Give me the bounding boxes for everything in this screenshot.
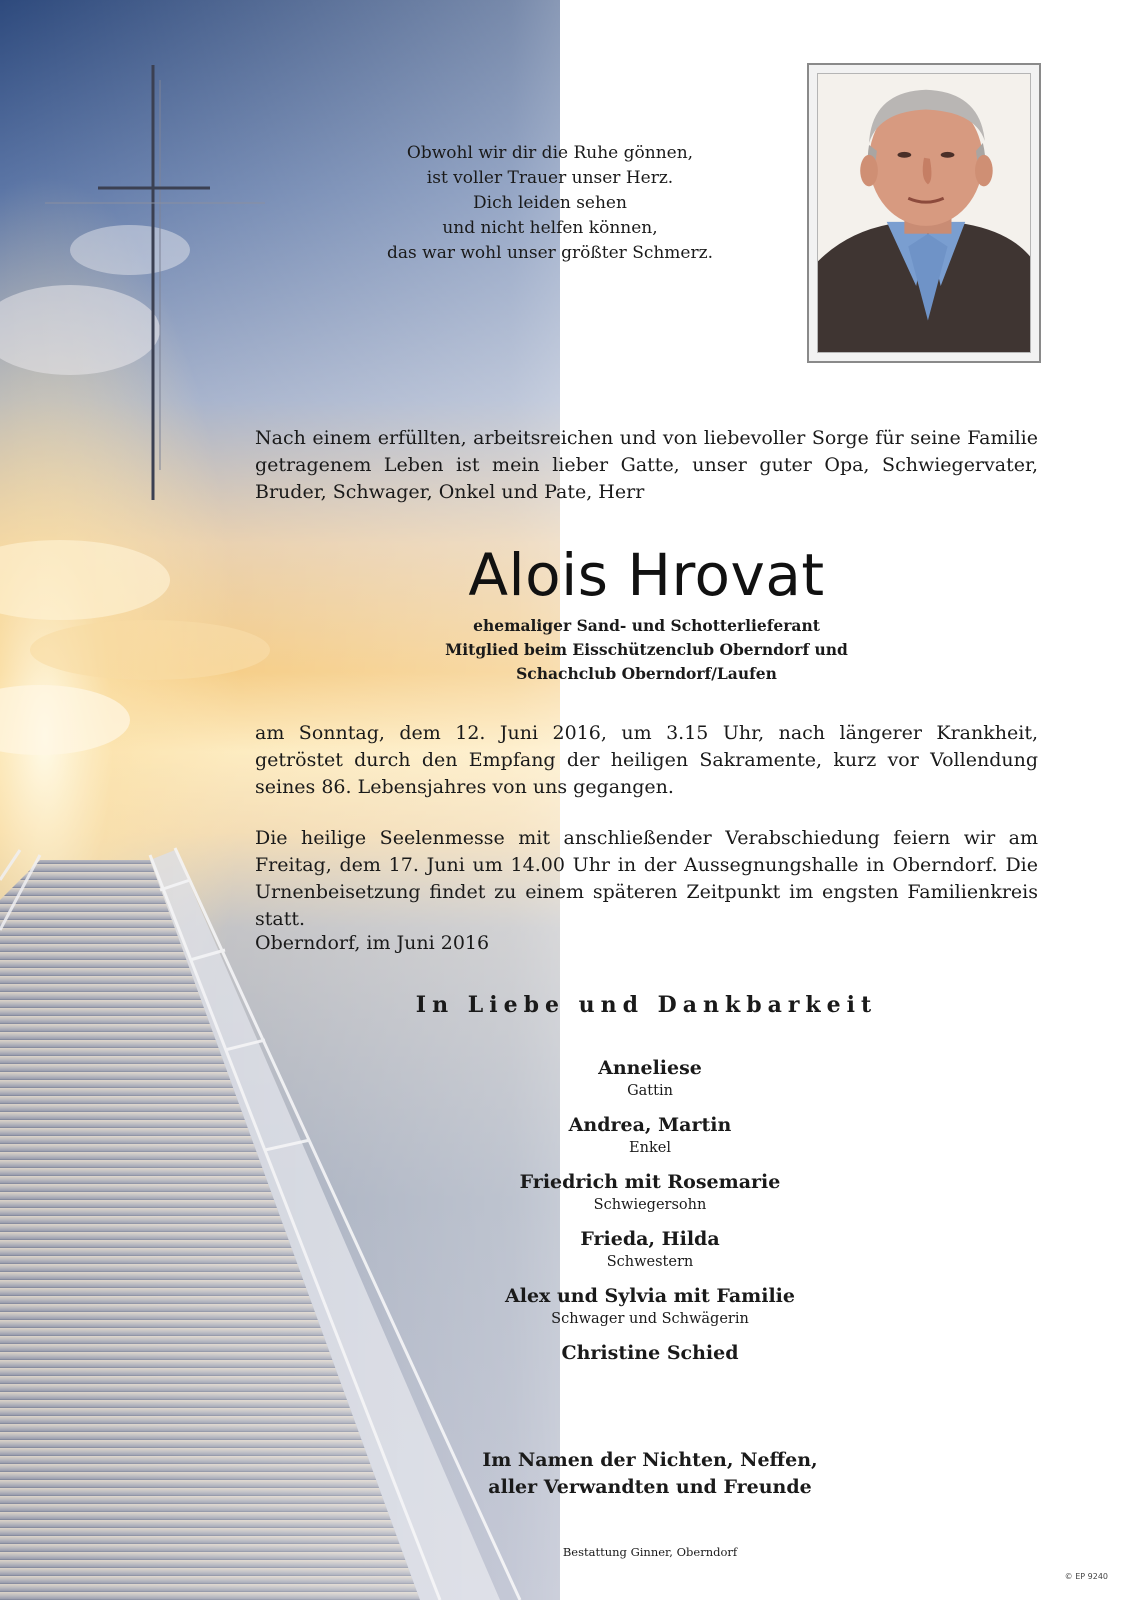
place-date: Oberndorf, im Juni 2016 <box>255 932 490 954</box>
mourner-entry <box>450 1112 850 1158</box>
print-code: © EP 9240 <box>1064 1572 1108 1581</box>
poem <box>340 141 760 266</box>
poem-line: Dich leiden sehen <box>473 193 627 213</box>
poem-line: und nicht helfen können, <box>442 218 658 238</box>
mourner-name: Andrea, Martin <box>568 1114 732 1136</box>
mourner-relation: Schwager und Schwägerin <box>551 1311 749 1327</box>
poem-line: Obwohl wir dir die Ruhe gönnen, <box>406 143 694 163</box>
dedication-heading: In Liebe und Dankbarkeit <box>415 992 878 1018</box>
mourner-name: Friedrich mit Rosemarie <box>519 1171 781 1193</box>
closing-line: aller Verwandten und Freunde <box>488 1476 812 1498</box>
closing-lines <box>450 1447 850 1501</box>
mourner-relation: Schwestern <box>606 1254 694 1270</box>
mourner-relation: Gattin <box>627 1083 673 1099</box>
mourners-list <box>450 1055 850 1377</box>
mourner-entry <box>450 1340 850 1366</box>
deceased-description <box>255 614 1038 686</box>
mourner-entry <box>450 1169 850 1215</box>
mourner-relation: Schwiegersohn <box>593 1197 707 1213</box>
portrait-photo <box>817 73 1031 353</box>
mourner-name: Frieda, Hilda <box>580 1228 720 1250</box>
mourner-entry <box>450 1055 850 1101</box>
portrait-photo-frame <box>807 63 1041 363</box>
mourner-entry <box>450 1226 850 1272</box>
closing-line: Im Namen der Nichten, Neffen, <box>482 1449 818 1471</box>
mourner-entry <box>450 1283 850 1329</box>
description-line: ehemaliger Sand- und Schotterlieferant <box>473 616 820 635</box>
description-line: Schachclub Oberndorf/Laufen <box>516 664 777 683</box>
deceased-name: Alois Hrovat <box>468 541 825 609</box>
intro-paragraph: Nach einem erfüllten, arbeitsreichen und von liebevoller Sorge für seine Familie getragenem Leben ist mein lieber Gatte, unser guter Opa, Schwiegervater, Bruder, Schwager, Onkel und Pate, Herr <box>255 427 1038 503</box>
funeral-home: Bestattung Ginner, Oberndorf <box>562 1545 738 1559</box>
poem-line: das war wohl unser größter Schmerz. <box>387 243 713 263</box>
mourner-name: Christine Schied <box>561 1342 739 1364</box>
funeral-notice-paragraph: Die heilige Seelenmesse mit anschließender Verabschiedung feiern wir am Freitag, dem 17. Juni um 14.00 Uhr in der Aussegnungshalle in Oberndorf. Die Urnenbeisetzung findet zu einem späteren Zeitpunkt im engsten Familienkreis statt. <box>255 827 1038 930</box>
mourner-name: Alex und Sylvia mit Familie <box>504 1285 795 1307</box>
death-notice-paragraph: am Sonntag, dem 12. Juni 2016, um 3.15 Uhr, nach längerer Krankheit, getröstet durch den Empfang der heiligen Sakramente, kurz vor Vollendung seines 86. Lebensjahres von uns gegangen. <box>255 722 1038 798</box>
poem-line: ist voller Trauer unser Herz. <box>426 168 674 188</box>
mourner-relation: Enkel <box>629 1140 671 1156</box>
description-line: Mitglied beim Eisschützenclub Oberndorf und <box>445 640 848 659</box>
mourner-name: Anneliese <box>598 1057 702 1079</box>
